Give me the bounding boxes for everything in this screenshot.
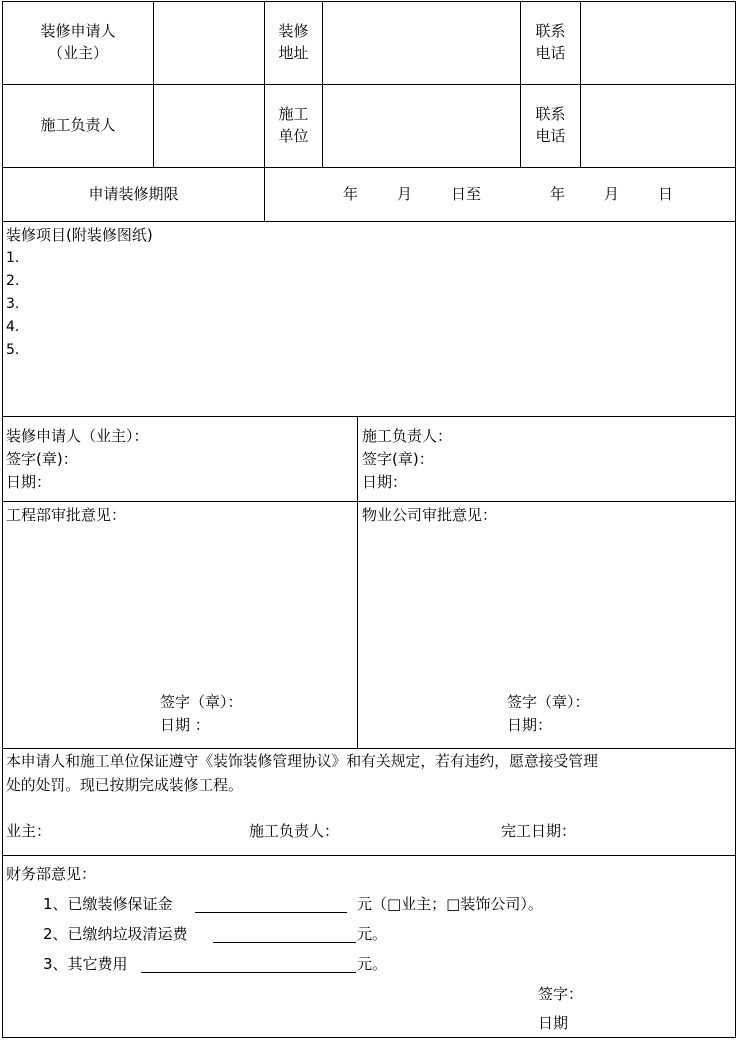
- pledge-line-1: 本申请人和施工单位保证遵守《装饰装修管理协议》和有关规定，若有违约，愿意接受管理: [6, 753, 598, 770]
- other-fee-field[interactable]: [141, 972, 356, 973]
- unit-label-line1: 施工: [278, 105, 309, 123]
- row-divider-3: [2, 221, 736, 222]
- item-number-3: 3.: [6, 296, 20, 312]
- address-label: [265, 20, 322, 64]
- pledge-finish-date: 完工日期：: [501, 822, 577, 840]
- owner-signature-sign: 签字(章)：: [6, 450, 78, 468]
- address-value[interactable]: [323, 2, 520, 84]
- property-approval-title: 物业公司审批意见：: [362, 506, 498, 524]
- row-divider-7: [2, 855, 736, 856]
- phone-label-1: [521, 20, 580, 64]
- applicant-label-line1: 装修申请人: [40, 22, 116, 40]
- address-label-line2: 地址: [278, 44, 309, 62]
- phone-value-2[interactable]: [581, 85, 735, 167]
- phone-label-2-line1: 联系: [535, 105, 566, 123]
- item-number-2: 2.: [6, 273, 20, 289]
- owner-signature-title: 装修申请人（业主）：: [6, 427, 149, 445]
- period-day-1: 日至: [451, 185, 482, 203]
- row-divider-4: [2, 416, 736, 417]
- engineering-approval-sign: 签字（章）：: [160, 693, 243, 711]
- finance-item-2-suffix: 元。: [357, 925, 388, 943]
- row-divider-5: [2, 501, 736, 502]
- phone-value-1[interactable]: [581, 2, 735, 84]
- manager-value[interactable]: [154, 85, 264, 167]
- period-month-1: 月: [397, 185, 413, 203]
- period-month-2: 月: [604, 185, 620, 203]
- finance-item-1-suffix: 元（□业主；□装饰公司）。: [357, 895, 543, 913]
- property-approval-sign: 签字（章）：: [507, 693, 590, 711]
- unit-value[interactable]: [323, 85, 520, 167]
- applicant-value[interactable]: [154, 2, 264, 84]
- phone-label-2: [521, 103, 580, 147]
- deposit-amount-field[interactable]: [195, 912, 347, 913]
- pledge-owner: 业主：: [6, 822, 52, 840]
- period-year-1: 年: [343, 185, 359, 203]
- manager-signature-title: 施工负责人：: [362, 427, 453, 445]
- phone-label-2-line2: 电话: [535, 127, 566, 145]
- pledge-line-2: 处的处罚。现已按期完成装修工程。: [6, 777, 243, 794]
- row-divider-6: [2, 748, 736, 749]
- item-number-4: 4.: [6, 319, 20, 335]
- manager-label: 施工负责人: [40, 116, 116, 134]
- pledge-manager: 施工负责人：: [249, 822, 340, 840]
- col-divider-mid: [357, 416, 358, 749]
- finance-item-1-prefix: 1、已缴装修保证金: [43, 895, 173, 913]
- phone-label-1-line1: 联系: [535, 22, 566, 40]
- engineering-approval-date: 日期 ：: [160, 716, 210, 734]
- finance-item-3-prefix: 3、其它费用: [43, 955, 128, 973]
- finance-title: 财务部意见：: [6, 865, 97, 883]
- finance-item-2-prefix: 2、已缴纳垃圾清运费: [43, 925, 188, 943]
- items-title: 装修项目(附装修图纸): [6, 226, 153, 244]
- property-approval-date: 日期：: [507, 716, 553, 734]
- item-number-5: 5.: [6, 342, 20, 358]
- unit-label-line2: 单位: [278, 127, 309, 145]
- period-label: 申请装修期限: [88, 185, 179, 203]
- owner-signature-date: 日期：: [6, 473, 52, 491]
- period-year-2: 年: [550, 185, 566, 203]
- garbage-fee-field[interactable]: [213, 942, 356, 943]
- item-number-1: 1.: [6, 250, 20, 266]
- finance-date: 日期: [538, 1014, 569, 1032]
- border-left: [2, 1, 3, 1038]
- period-field[interactable]: [265, 168, 735, 221]
- unit-label: [265, 103, 322, 147]
- border-right: [735, 1, 736, 1038]
- finance-sign: 签字：: [538, 985, 584, 1003]
- finance-item-3-suffix: 元。: [357, 955, 388, 973]
- address-label-line1: 装修: [278, 22, 309, 40]
- period-day-2: 日: [658, 185, 674, 203]
- phone-label-1-line2: 电话: [535, 44, 566, 62]
- applicant-label-line2: （业主）: [47, 44, 108, 62]
- applicant-label: [3, 20, 153, 64]
- engineering-approval-title: 工程部审批意见：: [6, 506, 127, 524]
- manager-signature-sign: 签字(章)：: [362, 450, 434, 468]
- border-bottom: [2, 1037, 736, 1038]
- manager-signature-date: 日期：: [362, 473, 408, 491]
